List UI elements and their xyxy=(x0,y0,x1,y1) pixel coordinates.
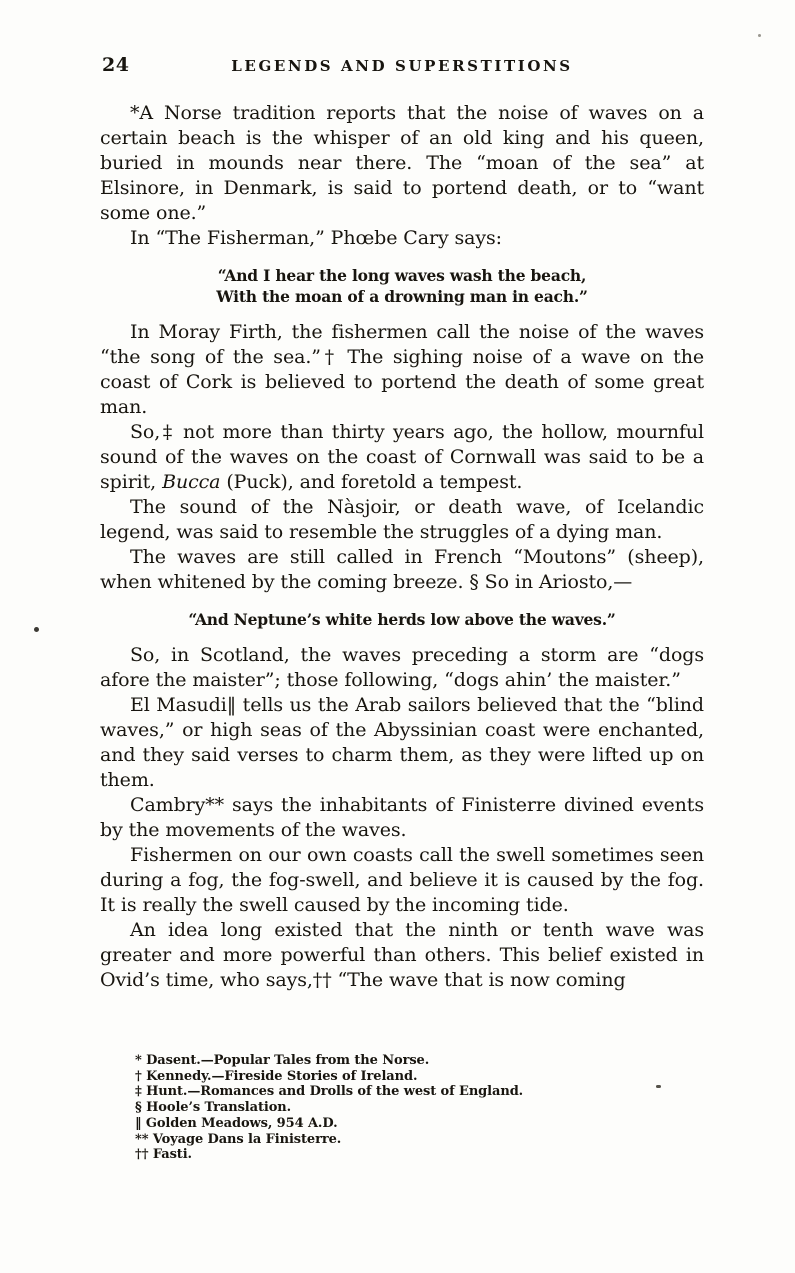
footnote: †† Fasti. xyxy=(135,1147,192,1163)
body-paragraph: Fishermen on our own coasts call the swell sometimes seen during a fog, the fog-swell, and believe it is caused by the fog. It is really the swell caused by the incoming tide. xyxy=(100,844,704,916)
footnotes-block xyxy=(135,1053,695,1163)
body-paragraph: In “The Fisherman,” Phœbe Cary says: xyxy=(130,227,502,249)
verse-quotation xyxy=(100,265,704,307)
verse-quotation xyxy=(100,609,704,630)
footnote: * Dasent.—Popular Tales from the Norse. xyxy=(135,1053,430,1068)
body-paragraph: So, in Scotland, the waves preceding a storm are “dogs afore the maister”; those following, “dogs ahin’ the maister.” xyxy=(100,644,704,691)
scan-speck xyxy=(758,34,761,37)
paragraph-text: (Puck), and foretold a tempest. xyxy=(220,471,523,493)
footnote: ‡ Hunt.—Romances and Drolls of the west of England. xyxy=(135,1084,524,1100)
page-header xyxy=(100,54,704,80)
footnote: ** Voyage Dans la Finisterre. xyxy=(135,1131,342,1147)
footnote: ‖ Golden Meadows, 954 A.D. xyxy=(135,1115,338,1131)
page-number: 24 xyxy=(102,54,130,76)
body-paragraph: The waves are still called in French “Moutons” (sheep), when whitened by the coming breeze. § So in Ariosto,— xyxy=(100,546,704,593)
body-paragraph: In Moray Firth, the fishermen call the noise of the waves “the song of the sea.”† The sighing noise of a wave on the coast of Cork is believed to portend the death of some great man. xyxy=(100,321,704,418)
body-paragraph: Cambry** says the inhabitants of Finisterre divined events by the movements of the waves. xyxy=(100,794,704,841)
paragraph-text: So,‡ not more than thirty years ago, the hollow, mournful sound of the waves on the coast of Cornwall was said to be a spirit, xyxy=(100,421,704,493)
body-paragraph: The sound of the Nàsjoir, or death wave, of Icelandic legend, was said to resemble the struggles of a dying man. xyxy=(100,496,704,543)
verse-line: “And I hear the long waves wash the beach, xyxy=(217,266,587,285)
footnote: § Hoole’s Translation. xyxy=(135,1100,292,1116)
body-paragraph: El Masudi‖ tells us the Arab sailors believed that the “blind waves,” or high seas of the Abyssinian coast were enchanted, and they said verses to charm them, as they were lifted up on them. xyxy=(100,694,704,791)
body-text xyxy=(100,101,704,993)
italic-word-bucca: Bucca xyxy=(162,471,221,493)
body-paragraph xyxy=(100,420,704,495)
body-paragraph: *A Norse tradition reports that the noise of waves on a certain beach is the whisper of an old king and his queen, buried in mounds near there. The “moan of the sea” at Elsinore, in Denmark, is said to portend death, or to “want some one.” xyxy=(100,102,704,224)
scan-speck xyxy=(34,627,39,632)
footnote: † Kennedy.—Fireside Stories of Ireland. xyxy=(135,1068,418,1084)
verse-line: “And Neptune’s white herds low above the waves.” xyxy=(188,610,616,629)
scan-speck xyxy=(656,1085,661,1088)
verse-line: With the moan of a drowning man in each.” xyxy=(216,287,588,306)
body-paragraph: An idea long existed that the ninth or tenth wave was greater and more powerful than others. This belief existed in Ovid’s time, who says,†† “The wave that is now coming xyxy=(100,919,704,991)
running-title: LEGENDS AND SUPERSTITIONS xyxy=(231,57,573,75)
